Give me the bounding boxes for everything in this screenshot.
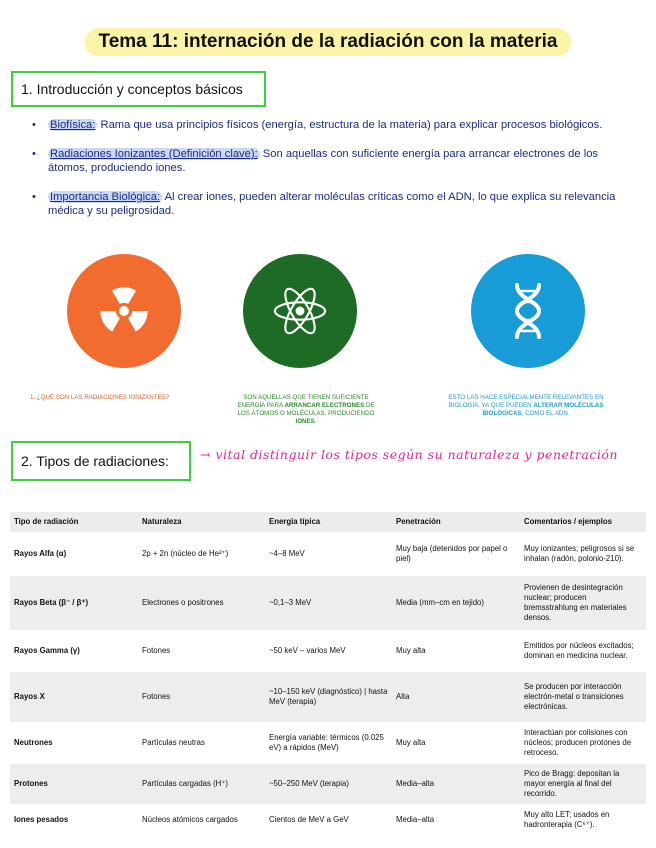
table-header-row bbox=[10, 512, 646, 532]
header-cell: Energía típica bbox=[265, 512, 392, 532]
section-1-heading: 1. Introducción y conceptos básicos bbox=[11, 71, 266, 107]
table-cell: Rayos Gamma (γ) bbox=[14, 646, 80, 655]
table-cell: Partículas neutras bbox=[142, 738, 205, 747]
dna-icon bbox=[503, 281, 553, 341]
table-cell: Núcleos atómicos cargados bbox=[142, 815, 238, 824]
table-cell: Rayos Beta (β⁻ / β⁺) bbox=[10, 576, 138, 630]
radiation-types-table bbox=[10, 512, 646, 836]
table-row bbox=[10, 576, 646, 630]
table-cell: ~50 keV – varios MeV bbox=[269, 646, 346, 655]
table-cell: Muy alta bbox=[396, 646, 426, 655]
caption-emphasis: ALTERAR MOLÉCULAS BIOLÓGICAS bbox=[482, 402, 604, 417]
table-cell: Muy alto LET; usados en hadronterapia (C⁶⁺). bbox=[524, 810, 610, 829]
bullet-biofisica bbox=[30, 118, 620, 132]
table-cell: Media (mm–cm en tejido) bbox=[392, 576, 520, 630]
dna-circle bbox=[471, 254, 585, 368]
atom-icon bbox=[271, 282, 329, 340]
radiation-icon bbox=[97, 284, 151, 338]
table-cell: Rayos Alfa (α) bbox=[14, 549, 67, 558]
table-cell: Rayos X bbox=[10, 672, 138, 722]
section-2-heading: 2. Tipos de radiaciones: bbox=[11, 441, 191, 481]
radiation-circle bbox=[67, 254, 181, 368]
caption-text: . bbox=[314, 418, 317, 425]
header-cell: Tipo de radiación bbox=[10, 512, 138, 532]
table-cell: Fotones bbox=[142, 646, 171, 655]
table-cell: 2p + 2n (núcleo de He²⁺) bbox=[142, 549, 229, 558]
table-cell: ~0,1–3 MeV bbox=[265, 576, 392, 630]
header-cell: Comentarios / ejemplos bbox=[520, 512, 646, 532]
header-cell: Penetración bbox=[392, 512, 520, 532]
table-cell: Provienen de desintegración nuclear; producen bremsstrahlung en materiales densos. bbox=[520, 576, 646, 630]
table-cell: Muy alta bbox=[396, 738, 426, 747]
term-biofisica: Biofísica: bbox=[50, 119, 96, 131]
table-row bbox=[10, 672, 646, 722]
term-radiaciones-ionizantes: Radiaciones Ionizantes (Definición clave): bbox=[50, 148, 258, 160]
table-cell: Neutrones bbox=[14, 738, 53, 747]
table-cell: Se producen por interacción electrón-metal o transiciones electrónicas. bbox=[520, 672, 646, 722]
table-cell: Interactúan por colisiones con núcleos; producen protones de retroceso. bbox=[524, 728, 632, 757]
table-cell: Alta bbox=[392, 672, 520, 722]
table-cell: Media–alta bbox=[396, 815, 435, 824]
table-cell: Energía variable: térmicos (0.025 eV) a rápidos (MeV) bbox=[269, 733, 384, 752]
caption-text: SON AQUELLAS QUE TIENEN SUFICIENTE ENERGÍA PARA bbox=[237, 394, 369, 409]
intro-bullet-list bbox=[30, 118, 620, 233]
title-wrapper bbox=[0, 28, 656, 56]
table-cell: Iones pesados bbox=[14, 815, 69, 824]
table-cell: Pico de Bragg: depositan la mayor energía al final del recorrido. bbox=[520, 764, 646, 804]
term-importancia-biologica: Importancia Biológica: bbox=[50, 191, 161, 203]
bullet-text: Rama que usa principios físicos (energía, estructura de la materia) para explicar procesos biológicos. bbox=[97, 119, 603, 131]
atom-circle bbox=[243, 254, 357, 368]
header-cell: Naturaleza bbox=[138, 512, 265, 532]
caption-emphasis: IONES bbox=[295, 418, 315, 425]
table-row bbox=[10, 532, 646, 576]
table-cell: Partículas cargadas (H⁺) bbox=[138, 764, 265, 804]
caption-text: ESTO LAS HACE ESPECIALMENTE RELEVANTES EN BIOLOGÍA, YA QUE PUEDEN bbox=[448, 394, 604, 409]
table-row bbox=[10, 630, 646, 672]
caption-que-son: 1. ¿QUÉ SON LAS RADIACIONES IONIZANTES? bbox=[30, 394, 170, 401]
table-cell: Muy baja (detenidos por papel o piel) bbox=[396, 544, 508, 563]
page-title: Tema 11: internación de la radiación con la materia bbox=[85, 28, 572, 56]
table-cell: ~10–150 keV (diagnóstico) | hasta MeV (terapia) bbox=[265, 672, 392, 722]
table-cell: Media–alta bbox=[392, 764, 520, 804]
caption-relevancia bbox=[438, 394, 614, 418]
table-cell: Electrones o positrones bbox=[138, 576, 265, 630]
table-cell: Fotones bbox=[138, 672, 265, 722]
bullet-radiaciones-ionizantes bbox=[30, 147, 620, 175]
caption-text: DE LOS ÁTOMOS O MOLÉCULAS, PRODUCIENDO bbox=[237, 402, 375, 417]
table-cell: Cientos de MeV a GeV bbox=[269, 815, 349, 824]
caption-text: , COMO EL ADN. bbox=[521, 410, 570, 417]
bullet-importancia-biologica bbox=[30, 190, 620, 218]
bullet-text: Al crear iones, pueden alterar moléculas críticas como el ADN, lo que explica su relevancia médica y su peligrosidad. bbox=[48, 191, 616, 217]
table-cell: ~4–8 MeV bbox=[269, 549, 305, 558]
table-row bbox=[10, 804, 646, 836]
table-row bbox=[10, 722, 646, 764]
bullet-text: Son aquellas con suficiente energía para arrancar electrones de los átomos, produciendo iones. bbox=[48, 148, 599, 174]
caption-emphasis: ARRANCAR ELECTRONES bbox=[284, 402, 365, 409]
table-cell: Muy ionizantes; peligrosos si se inhalan (radón, polonio-210). bbox=[524, 544, 635, 563]
handwritten-note: → vital distinguir los tipos según su naturaleza y penetración bbox=[200, 447, 618, 462]
table-cell: Emitidos por núcleos excitados; dominan en medicina nuclear. bbox=[524, 641, 634, 660]
caption-definicion bbox=[232, 394, 380, 426]
table-cell: Protones bbox=[10, 764, 138, 804]
table-cell: ~50–250 MeV (terapia) bbox=[265, 764, 392, 804]
table-row bbox=[10, 764, 646, 804]
